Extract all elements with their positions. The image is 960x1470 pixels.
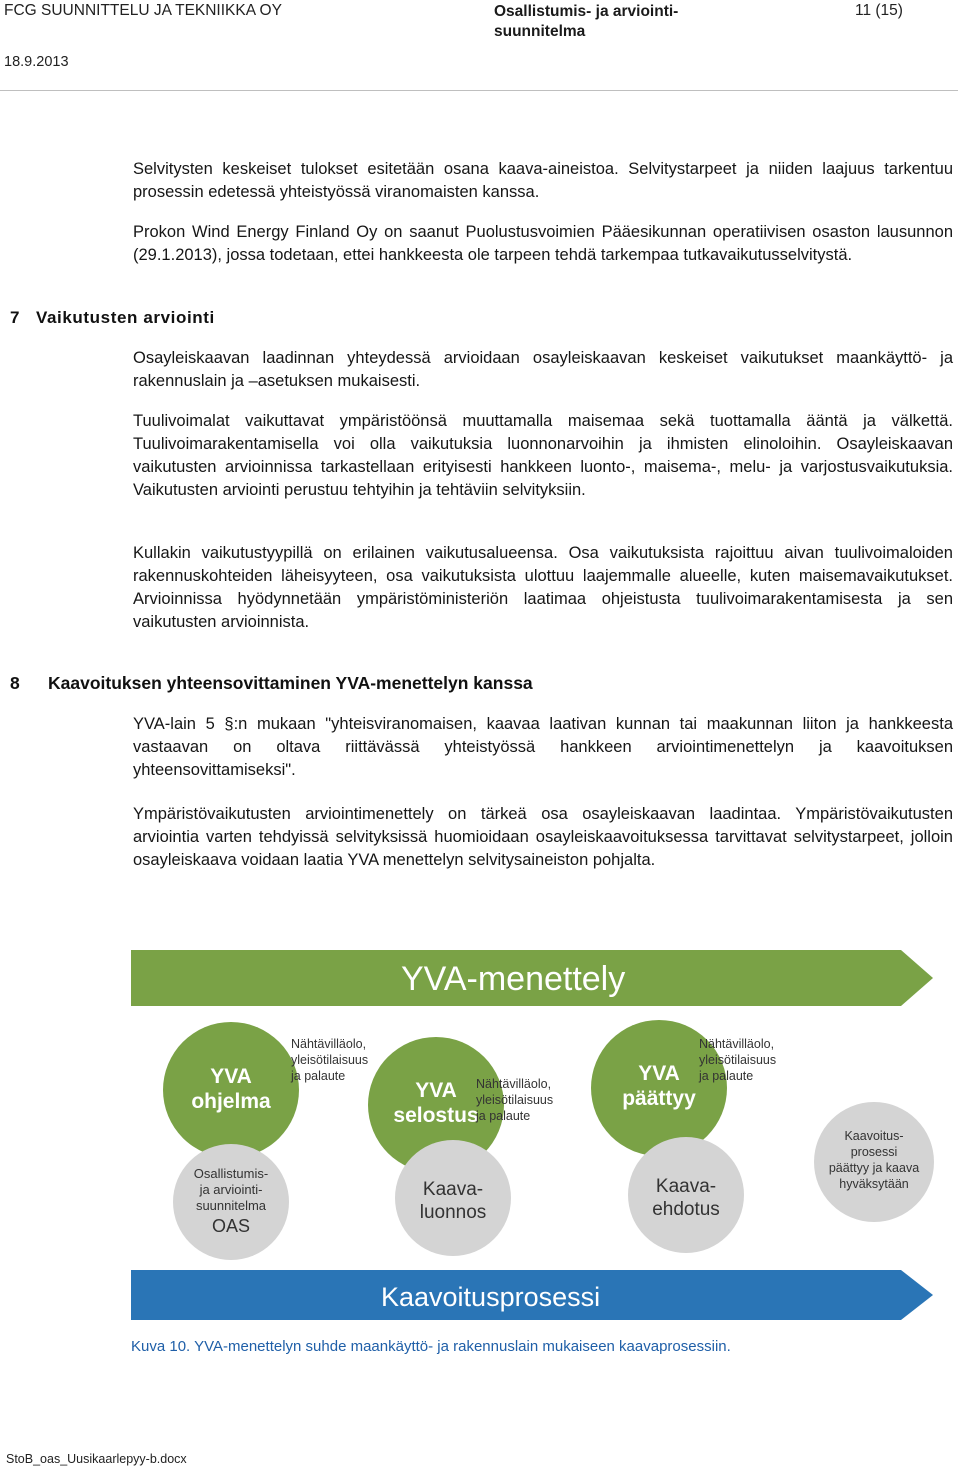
end-line3: päättyy ja kaava <box>828 1161 920 1175</box>
kaavoitus-banner-label: Kaavoitusprosessi <box>381 1282 601 1312</box>
note3-line3: ja palaute <box>699 1069 754 1083</box>
yva-banner-label: YVA-menettely <box>401 960 626 998</box>
note2-line1: Nähtävilläolo, <box>476 1077 552 1091</box>
oas-line1: Osallistumis- <box>193 1166 269 1181</box>
note1-line1: Nähtävilläolo, <box>291 1037 367 1051</box>
yva-paattyy-l2: päättyy <box>622 1087 696 1110</box>
note1-line2: yleisötilaisuus <box>291 1053 369 1067</box>
header-rule <box>0 90 958 91</box>
figure-caption: Kuva 10. YVA-menettelyn suhde maankäyttö- ja rakennuslain mukaiseen kaavaprosessiin. <box>131 1338 731 1355</box>
oas-line3: suunnitelma <box>195 1198 267 1213</box>
heading-section-8 <box>10 673 533 694</box>
footer-filename: StoB_oas_Uusikaarlepyy-b.docx <box>6 1452 187 1466</box>
note1-line3: ja palaute <box>291 1069 346 1083</box>
company-name: FCG SUUNNITTELU JA TEKNIIKKA OY <box>4 2 282 19</box>
document-title-line1: Osallistumis- ja arviointi- <box>494 3 679 20</box>
heading-8-number: 8 <box>10 673 20 693</box>
end-line1: Kaavoitus- <box>844 1129 904 1143</box>
kaavaluonnos-l1: Kaava- <box>422 1179 484 1200</box>
kaavaluonnos-l2: luonnos <box>419 1202 487 1223</box>
paragraph-yva-menettely: Ympäristövaikutusten arviointimenettely on tärkeä osa osayleiskaavan laadintaa. Ympäristövaikutusten arviointia varten tehdyissä selvityksissä huomioidaan osayleiskaavoituksessa tarvittavat selvitystarpeet, jolloin osayleiskaava voidaan laatia YVA menettelyn selvitysaineiston pohjalta. <box>133 805 953 869</box>
kaavaehdotus-l2: ehdotus <box>652 1199 720 1220</box>
document-date: 18.9.2013 <box>4 54 69 70</box>
heading-7-number: 7 <box>10 308 21 327</box>
note2-line3: ja palaute <box>476 1109 531 1123</box>
yva-process-figure <box>131 940 951 1320</box>
paragraph-yva-laki: YVA-lain 5 §:n mukaan "yhteisviranomaisen, kaavaa laativan kunnan tai maakunnan liiton ja hankkeesta vastaavan on oltava riittävässä yhteistyössä hankkeen arviointimenettelyn ja kaavoituksen yhteensovittamiseksi". <box>133 715 953 779</box>
paragraph-osayleiskaava: Osayleiskaavan laadinnan yhteydessä arvioidaan osayleiskaavan keskeiset vaikutukset maankäyttö- ja rakennuslain ja –asetuksen mukaisesti. <box>133 349 953 390</box>
oas-line2: ja arviointi- <box>199 1182 263 1197</box>
heading-8-text: Kaavoituksen yhteensovittaminen YVA-menettelyn kanssa <box>48 673 533 693</box>
kaavaehdotus-l1: Kaava- <box>655 1176 717 1197</box>
page-number: 11 (15) <box>855 2 903 19</box>
note2-line2: yleisötilaisuus <box>476 1093 554 1107</box>
oas-line4: OAS <box>211 1216 251 1236</box>
end-line4: hyväksytään <box>839 1177 909 1191</box>
document-title-line2: suunnitelma <box>494 23 586 40</box>
note3-line2: yleisötilaisuus <box>699 1053 777 1067</box>
yva-selostus-l1: YVA <box>415 1079 457 1102</box>
heading-section-7 <box>10 308 215 328</box>
paragraph-vaikutustyypit: Kullakin vaikutustyypillä on erilainen vaikutusalueensa. Osa vaikutuksista rajoittuu aivan tuulivoimaloiden rakennuskohteiden läheisyyteen, osa vaikutuksista ulottuu laajemmalle alueelle, kuten maisemavaikutukset. Arvioinnissa hyödynnetään ympäristöministeriön laatimaa ohjeistusta tuulivoimarakentamisesta ja sen vaikutusten arvioinnista. <box>133 544 953 631</box>
yva-selostus-l2: selostus <box>393 1104 479 1127</box>
paragraph-selvitykset: Selvitysten keskeiset tulokset esitetään osana kaava-aineistoa. Selvitystarpeet ja niiden laajuus tarkentuu prosessin edetessä yhteistyössä viranomaisten kanssa. <box>133 160 953 201</box>
yva-ohjelma-l1: YVA <box>210 1065 252 1088</box>
note3-line1: Nähtävilläolo, <box>699 1037 775 1051</box>
yva-ohjelma-l2: ohjelma <box>191 1090 271 1113</box>
paragraph-prokon: Prokon Wind Energy Finland Oy on saanut Puolustusvoimien Pääesikunnan operatiivisen osaston lausunnon (29.1.2013), jossa todetaan, ettei hankkeesta ole tarpeen tehdä tarkempaa tutkavaikutusselvitystä. <box>133 223 953 264</box>
paragraph-tuulivoimalat: Tuulivoimalat vaikuttavat ympäristöönsä muuttamalla maisemaa sekä tuottamalla ääntä ja välkettä. Tuulivoimarakentamisella voi olla vaikutuksia luonnonarvoihin ja ihmisten elinoloihin. Osayleiskaavan vaikutusten arvioinnissa tarkastellaan erityisesti hankkeen luonto-, maisema-, melu- ja varjostusvaikutuksia. Vaikutusten arviointi perustuu tehtyihin ja tehtäviin selvityksiin. <box>133 412 953 499</box>
yva-paattyy-l1: YVA <box>638 1062 680 1085</box>
end-line2: prosessi <box>850 1145 898 1159</box>
document-title <box>494 2 678 42</box>
heading-7-text: Vaikutusten arviointi <box>36 308 215 327</box>
